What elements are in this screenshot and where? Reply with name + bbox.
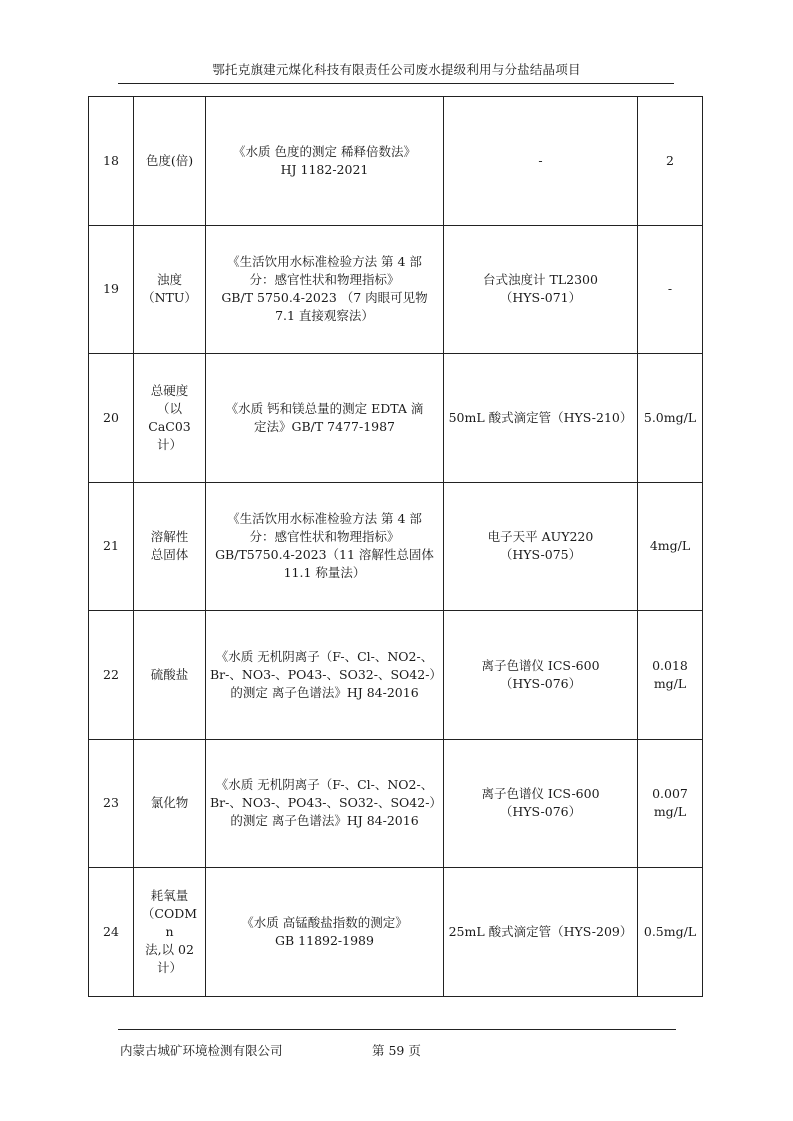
cell-instrument-line: （HYS-076）	[499, 804, 582, 820]
cell-detection-limit	[638, 354, 703, 483]
cell-test-item-line: 硫酸盐	[150, 666, 189, 682]
cell-detection-limit-line: mg/L	[653, 675, 687, 691]
cell-test-item-line: 总固体	[150, 547, 189, 563]
page-header-title: 鄂托克旗建元煤化科技有限责任公司废水提级利用与分盐结晶项目	[212, 62, 581, 77]
cell-test-method-line: 《水质 色度的测定 稀释倍数法》	[233, 143, 416, 159]
cell-test-item-line: 总硬度	[150, 382, 189, 398]
cell-test-item-line: 氯化物	[150, 795, 189, 811]
footer-page-number: 第 59 页	[372, 1043, 421, 1058]
cell-test-method-line: HJ 1182-2021	[280, 161, 369, 177]
footer-divider	[118, 1029, 676, 1030]
cell-instrument-line: 离子色谱仪 ICS-600	[481, 786, 600, 802]
cell-detection-limit	[638, 482, 703, 611]
table-body	[89, 97, 703, 997]
cell-test-item-line: （CODMn	[141, 905, 198, 939]
cell-test-method	[206, 868, 444, 997]
cell-test-method-line: 11.1 称量法）	[283, 565, 366, 581]
cell-test-method-line: 《生活饮用水标准检验方法 第 4 部	[227, 511, 422, 527]
cell-instrument-line: 离子色谱仪 ICS-600	[481, 657, 600, 673]
cell-instrument-line: 50mL 酸式滴定管（HYS-210）	[448, 409, 633, 425]
cell-instrument	[444, 225, 638, 354]
cell-serial-number: 20	[89, 354, 134, 483]
cell-test-item-line: （NTU）	[142, 290, 197, 306]
footer-company-name: 内蒙古城矿环境检测有限公司	[120, 1043, 283, 1058]
cell-detection-limit-line: mg/L	[653, 804, 687, 820]
cell-serial-number: 22	[89, 611, 134, 740]
cell-serial-number: 21	[89, 482, 134, 611]
cell-test-item-line: 计）	[156, 959, 182, 975]
cell-test-item-line: 耗氧量	[150, 887, 189, 903]
cell-test-method-line: 《水质 高锰酸盐指数的测定》	[241, 914, 408, 930]
cell-detection-limit	[638, 739, 703, 868]
cell-instrument-line: （HYS-076）	[499, 675, 582, 691]
cell-test-item-line: 浊度	[156, 272, 182, 288]
table-row	[89, 354, 703, 483]
table-row	[89, 482, 703, 611]
cell-test-item	[134, 225, 206, 354]
cell-test-item	[134, 611, 206, 740]
cell-test-method	[206, 611, 444, 740]
cell-test-item	[134, 354, 206, 483]
cell-instrument-line: （HYS-075）	[499, 547, 582, 563]
cell-detection-limit-line: -	[667, 281, 673, 297]
cell-serial-number: 19	[89, 225, 134, 354]
cell-test-item-line: CaC03	[148, 418, 191, 434]
cell-instrument	[444, 97, 638, 226]
cell-test-method-line: 《水质 无机阴离子（F-、Cl-、NO2-、	[215, 777, 434, 793]
cell-detection-limit-line: 0.018	[652, 657, 688, 673]
cell-test-method-line: GB/T5750.4-2023（11 溶解性总固体	[215, 547, 434, 563]
cell-test-method	[206, 354, 444, 483]
cell-test-method-line: 分：感官性状和物理指标》	[249, 529, 400, 545]
cell-test-method-line: 的测定 离子色谱法》HJ 84-2016	[230, 684, 419, 700]
cell-instrument	[444, 868, 638, 997]
cell-detection-limit-line: 0.007	[652, 786, 688, 802]
cell-instrument	[444, 739, 638, 868]
cell-detection-limit-line: 4mg/L	[649, 538, 691, 554]
cell-test-method-line: 定法》GB/T 7477-1987	[253, 418, 396, 434]
cell-detection-limit	[638, 225, 703, 354]
cell-test-item-line: 法,以 02	[145, 941, 194, 957]
cell-test-item-line: 色度(倍)	[145, 152, 194, 168]
cell-detection-limit	[638, 97, 703, 226]
cell-test-method-line: 7.1 直接观察法）	[275, 308, 374, 324]
cell-instrument-line: （HYS-071）	[499, 290, 582, 306]
table-row	[89, 97, 703, 226]
cell-instrument	[444, 611, 638, 740]
cell-test-method-line: GB 11892-1989	[275, 932, 374, 948]
cell-instrument	[444, 482, 638, 611]
table-row	[89, 225, 703, 354]
cell-test-method-line: 《水质 无机阴离子（F-、Cl-、NO2-、	[215, 648, 434, 664]
cell-test-method-line: Br-、NO3-、PO43-、SO32-、SO42-）	[210, 795, 442, 811]
cell-instrument-line: -	[538, 152, 543, 168]
cell-test-method	[206, 97, 444, 226]
test-method-table	[88, 96, 703, 997]
cell-instrument	[444, 354, 638, 483]
table-row	[89, 611, 703, 740]
cell-test-method-line: 《水质 钙和镁总量的测定 EDTA 滴	[225, 400, 424, 416]
header-divider	[118, 83, 674, 84]
cell-instrument-line: 电子天平 AUY220	[487, 529, 594, 545]
cell-test-item-line: 溶解性	[150, 529, 189, 545]
cell-serial-number: 23	[89, 739, 134, 868]
cell-serial-number: 18	[89, 97, 134, 226]
cell-serial-number: 24	[89, 868, 134, 997]
cell-test-item	[134, 482, 206, 611]
cell-test-method-line: GB/T 5750.4-2023 （7 肉眼可见物	[221, 290, 428, 306]
cell-test-item-line: 计）	[156, 436, 182, 452]
cell-test-method	[206, 482, 444, 611]
cell-test-method-line: 《生活饮用水标准检验方法 第 4 部	[227, 254, 422, 270]
cell-instrument-line: 25mL 酸式滴定管（HYS-209）	[448, 923, 633, 939]
cell-detection-limit-line: 2	[666, 152, 674, 168]
cell-test-item	[134, 868, 206, 997]
table-row	[89, 868, 703, 997]
table-row	[89, 739, 703, 868]
cell-test-method-line: 的测定 离子色谱法》HJ 84-2016	[230, 813, 419, 829]
cell-detection-limit	[638, 611, 703, 740]
cell-detection-limit-line: 5.0mg/L	[643, 409, 697, 425]
cell-instrument-line: 台式浊度计 TL2300	[483, 272, 598, 288]
cell-test-item-line: （以	[156, 400, 182, 416]
cell-test-method-line: 分：感官性状和物理指标》	[249, 272, 400, 288]
cell-test-item	[134, 739, 206, 868]
cell-detection-limit	[638, 868, 703, 997]
cell-test-method-line: Br-、NO3-、PO43-、SO32-、SO42-）	[210, 666, 442, 682]
cell-test-method	[206, 739, 444, 868]
cell-test-method	[206, 225, 444, 354]
cell-test-item	[134, 97, 206, 226]
cell-detection-limit-line: 0.5mg/L	[643, 923, 697, 939]
